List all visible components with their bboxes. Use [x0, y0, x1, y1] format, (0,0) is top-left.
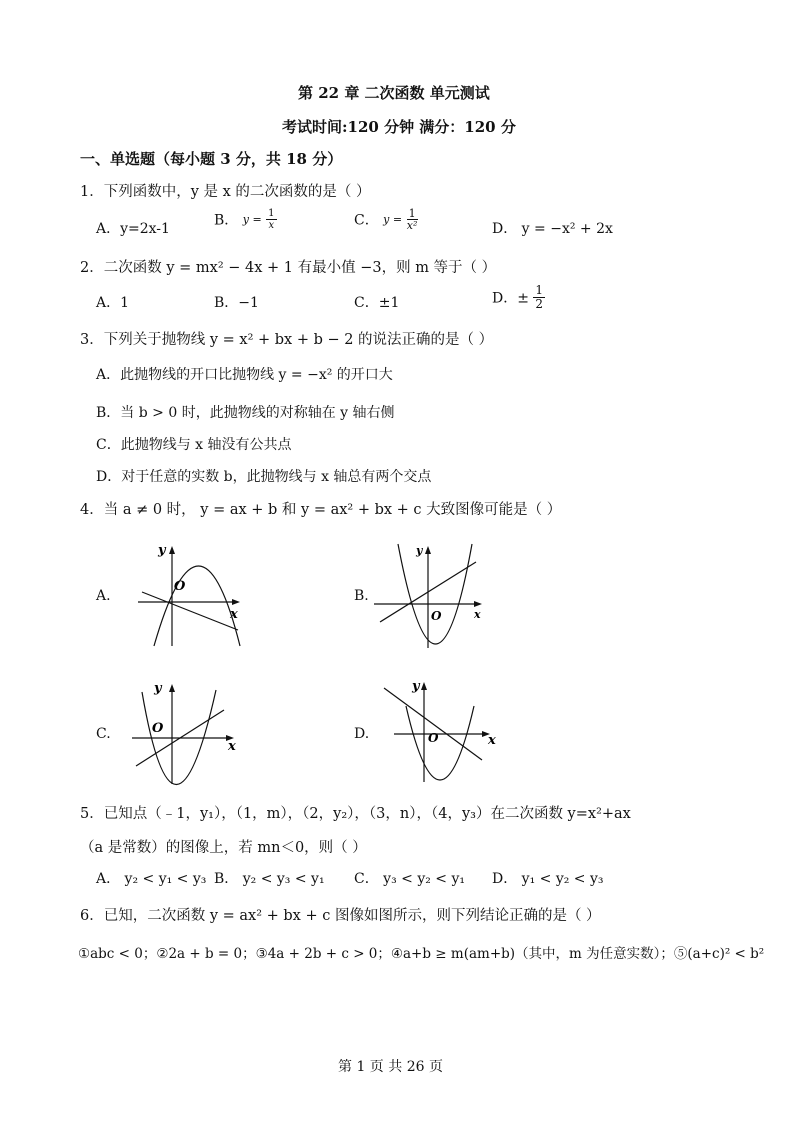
page-title: 第 22 章 二次函数 单元测试 — [298, 84, 490, 102]
question-5-line1: 5．已知点（﹣1，y₁），（1，m），（2，y₂），（3，n），（4，y₃）在二次函数 y=x²+ax — [80, 806, 631, 822]
q4-label-b: B. — [354, 588, 369, 604]
question-6-conclusions: ①abc < 0；②2a + b = 0；③4a + 2b + c > 0；④a+b ≥ m(am+b)（其中，m 为任意实数）；⑤(a+c)² < b² — [78, 946, 765, 962]
parabola — [154, 566, 240, 646]
question-5-line2: （a 是常数）的图像上，若 mn＜0，则（ ） — [80, 840, 367, 856]
q2-option-d — [492, 284, 545, 311]
x-axis-label: x — [474, 608, 481, 621]
frac-denominator: 2 — [535, 297, 544, 311]
q2-option-c: C．±1 — [354, 295, 400, 311]
y-axis-arrow-icon — [425, 546, 431, 554]
q1-option-c-fraction — [407, 208, 418, 231]
q4-label-a: A. — [96, 588, 111, 604]
frac-numerator: 1 — [268, 208, 275, 219]
parabola — [406, 706, 474, 780]
section-heading: 一、单选题（每小题 3 分，共 18 分） — [80, 150, 343, 168]
q1-option-b-fraction — [266, 208, 276, 231]
y-axis-label: y — [416, 544, 423, 557]
frac-numerator: 1 — [535, 283, 544, 297]
x-axis-arrow-icon — [474, 601, 482, 607]
parabola — [398, 544, 472, 644]
q5-option-b: B． y₂ < y₃ < y₁ — [214, 871, 325, 887]
origin-label: O — [431, 609, 442, 623]
q3-option-d: D．对于任意的实数 b，此抛物线与 x 轴总有两个交点 — [96, 469, 432, 485]
x-axis-label: x — [488, 733, 496, 748]
q2-option-a: A．1 — [96, 295, 130, 311]
q1-option-a: A．y=2x-1 — [96, 221, 170, 237]
y-axis-label: y — [154, 681, 162, 696]
x-axis-label: x — [228, 739, 236, 754]
q4-graph-b — [374, 538, 490, 652]
q2-option-d-label: D．± — [492, 290, 529, 307]
frac-denominator: x² — [406, 219, 418, 232]
question-1-stem: 1．下列函数中，y 是 x 的二次函数的是（ ） — [80, 184, 371, 200]
origin-label: O — [428, 731, 439, 745]
line — [142, 592, 238, 630]
q1-option-b-label: B． — [214, 212, 239, 229]
q2-option-d-fraction — [533, 284, 545, 311]
q5-option-a: A． y₂ < y₁ < y₃ — [96, 871, 207, 887]
origin-label: O — [174, 579, 186, 594]
q4-graph-a — [138, 538, 248, 650]
question-4-stem: 4．当 a ≠ 0 时， y = ax + b 和 y = ax² + bx + c 大致图像可能是（ ） — [80, 502, 562, 518]
q3-option-a: A．此抛物线的开口比抛物线 y = −x² 的开口大 — [96, 367, 393, 383]
q4-graph-d — [378, 674, 500, 788]
y-axis-arrow-icon — [421, 682, 427, 690]
y-axis-label: y — [158, 543, 166, 558]
q4-label-c: C. — [96, 726, 111, 742]
q4-graph-c — [132, 676, 248, 790]
q1-option-c — [354, 208, 418, 231]
y-axis-arrow-icon — [169, 684, 175, 692]
q4-label-d: D. — [354, 726, 370, 742]
frac-numerator: 1 — [408, 207, 416, 220]
q1-option-c-label: C． — [354, 212, 379, 229]
q1-option-d: D． y = −x² + 2x — [492, 221, 613, 237]
x-axis-label: x — [230, 607, 238, 622]
q1-option-b — [214, 208, 277, 231]
q3-option-b: B．当 b > 0 时，此抛物线的对称轴在 y 轴右侧 — [96, 405, 395, 421]
origin-label: O — [152, 721, 164, 736]
q1-option-b-lhs: y = — [242, 213, 262, 226]
exam-info: 考试时间:120 分钟 满分：120 分 — [282, 118, 516, 136]
q5-option-c: C． y₃ < y₂ < y₁ — [354, 871, 465, 887]
parabola — [142, 690, 216, 785]
line — [384, 688, 482, 760]
q3-option-c: C．此抛物线与 x 轴没有公共点 — [96, 437, 292, 453]
q5-option-d: D． y₁ < y₂ < y₃ — [492, 871, 604, 887]
x-axis-arrow-icon — [232, 599, 240, 605]
question-6-stem: 6．已知，二次函数 y = ax² + bx + c 图像如图所示，则下列结论正确的是（ ） — [80, 908, 601, 924]
frac-denominator: x — [268, 220, 275, 231]
q2-option-b: B．−1 — [214, 295, 259, 311]
y-axis-label: y — [412, 679, 420, 694]
question-3-stem: 3．下列关于抛物线 y = x² + bx + b − 2 的说法正确的是（ ） — [80, 332, 494, 348]
q1-option-c-lhs: y = — [383, 213, 403, 226]
question-2-stem: 2．二次函数 y = mx² − 4x + 1 有最小值 −3，则 m 等于（ ） — [80, 260, 497, 276]
page-footer: 第 1 页 共 26 页 — [338, 1059, 443, 1075]
y-axis-arrow-icon — [169, 546, 175, 554]
